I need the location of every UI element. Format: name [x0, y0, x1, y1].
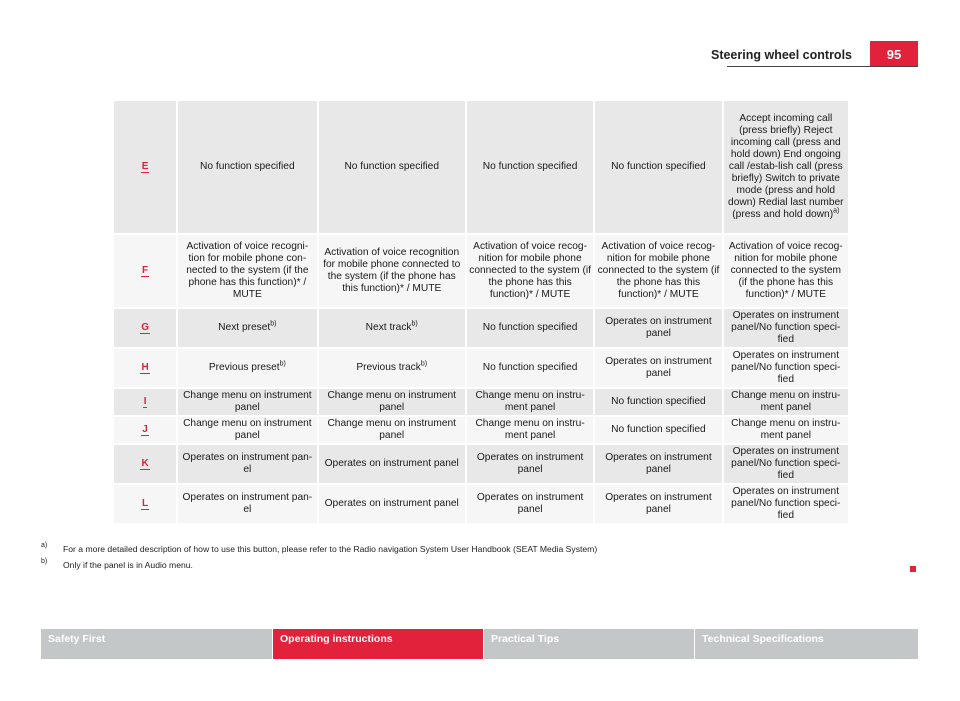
- footer-nav: [41, 629, 918, 659]
- tab-safety-first[interactable]: Safety First: [41, 629, 272, 659]
- table-cell: Operates on instrument panel: [319, 445, 465, 483]
- table-cell: Change menu on instru-ment panel: [467, 417, 593, 443]
- table-cell: [178, 349, 316, 387]
- table-cell: Operates on instrument panel: [595, 445, 721, 483]
- footnote-mark: a): [41, 542, 48, 549]
- key-label: I: [143, 396, 147, 407]
- table-cell: Change menu on instru-ment panel: [724, 389, 848, 415]
- table-cell: Operates on instrument panel: [595, 349, 721, 387]
- table-cell: Operates on instrument panel/No function speci-fied: [724, 445, 848, 483]
- table-cell: Operates on instrument panel: [467, 485, 593, 523]
- footnote-ref: b): [279, 360, 286, 368]
- table-row: [114, 235, 848, 307]
- cell-text: Accept incoming call (press briefly) Reject incoming call (press and hold down) End ongoing call /estab-lish call (press briefly) Switch to private mode (press and hold down) Redial last number (press and hold down): [728, 113, 844, 220]
- table-cell: No function specified: [467, 309, 593, 347]
- cell-text: Next track: [365, 322, 412, 333]
- table-cell: Operates on instrument panel: [595, 309, 721, 347]
- table-row: [114, 101, 848, 233]
- tab-practical-tips[interactable]: Practical Tips: [484, 629, 694, 659]
- table-cell: No function specified: [595, 417, 721, 443]
- footnote-ref: a): [833, 207, 840, 215]
- table-cell: Change menu on instrument panel: [319, 417, 465, 443]
- table-cell: [319, 349, 465, 387]
- tab-operating-instructions[interactable]: Operating instructions: [273, 629, 483, 659]
- table-cell: Activation of voice recog-nition for mobile phone connected to the system (if the phone has this function)* / MUTE: [724, 235, 848, 307]
- table-cell: Operates on instrument pan-el: [178, 445, 316, 483]
- table-cell: No function specified: [467, 101, 593, 233]
- footnote-ref: b): [270, 320, 277, 328]
- table-cell: Operates on instrument panel: [467, 445, 593, 483]
- table-row: [114, 309, 848, 347]
- table-row: [114, 445, 848, 483]
- header-divider: [727, 66, 918, 67]
- key-label: J: [142, 424, 148, 435]
- table-cell: Activation of voice recog-nition for mobile phone connected to the system (if the phone has this function)* / MUTE: [467, 235, 593, 307]
- section-end-marker: [910, 566, 916, 572]
- table-row: [114, 389, 848, 415]
- table-cell: [319, 309, 465, 347]
- tab-technical-specifications[interactable]: Technical Specifications: [695, 629, 918, 659]
- table-cell: No function specified: [178, 101, 316, 233]
- footnote-text: Only if the panel is in Audio menu.: [63, 560, 193, 570]
- table-cell: Operates on instrument pan-el: [178, 485, 316, 523]
- footnotes: [41, 544, 861, 576]
- table-cell: Operates on instrument panel: [319, 485, 465, 523]
- footnote-ref: b): [411, 320, 418, 328]
- table-cell: Activation of voice recog-nition for mobile phone connected to the system (if the phone has this function)* / MUTE: [595, 235, 721, 307]
- table-cell: Change menu on instru-ment panel: [467, 389, 593, 415]
- key-label: L: [142, 498, 149, 509]
- table-cell: Activation of voice recogni-tion for mobile phone con-nected to the system (if the phone has this function)* / MUTE: [178, 235, 316, 307]
- key-label: G: [141, 322, 149, 333]
- table-cell: [724, 101, 848, 233]
- table-cell: Change menu on instrument panel: [319, 389, 465, 415]
- table-row: [114, 349, 848, 387]
- table-cell: Operates on instrument panel/No function speci-fied: [724, 349, 848, 387]
- footnote-text: For a more detailed description of how to use this button, please refer to the Radio navigation System User Handbook (SEAT Media System): [63, 544, 598, 554]
- table-cell: [178, 309, 316, 347]
- key-label: H: [141, 362, 149, 373]
- table-cell: No function specified: [595, 389, 721, 415]
- table-cell: Operates on instrument panel/No function speci-fied: [724, 309, 848, 347]
- cell-text: Previous track: [356, 362, 421, 373]
- footnote-ref: b): [420, 360, 428, 368]
- table-cell: Operates on instrument panel: [595, 485, 721, 523]
- table-row: [114, 417, 848, 443]
- table-row: [114, 485, 848, 523]
- table-cell: Change menu on instru-ment panel: [724, 417, 848, 443]
- table-cell: No function specified: [595, 101, 721, 233]
- table-cell: Change menu on instrument panel: [178, 417, 316, 443]
- footnote-mark: b): [41, 558, 48, 565]
- footnote-b: [41, 560, 861, 570]
- controls-table: [112, 99, 850, 525]
- footnote-a: [41, 544, 861, 554]
- table-cell: Activation of voice recognition for mobile phone connected to the system (if the phone has this function)* / MUTE: [319, 235, 465, 307]
- section-title: Steering wheel controls: [710, 48, 852, 62]
- cell-text: Next preset: [218, 322, 271, 333]
- cell-text: Previous preset: [208, 362, 280, 373]
- table-cell: Operates on instrument panel/No function speci-fied: [724, 485, 848, 523]
- page-header: [0, 0, 960, 70]
- table-cell: Change menu on instrument panel: [178, 389, 316, 415]
- key-label: E: [141, 161, 149, 172]
- table-cell: No function specified: [467, 349, 593, 387]
- page-number: 95: [870, 41, 918, 67]
- key-label: K: [141, 458, 149, 469]
- table-cell: No function specified: [319, 101, 465, 233]
- key-label: F: [142, 265, 149, 276]
